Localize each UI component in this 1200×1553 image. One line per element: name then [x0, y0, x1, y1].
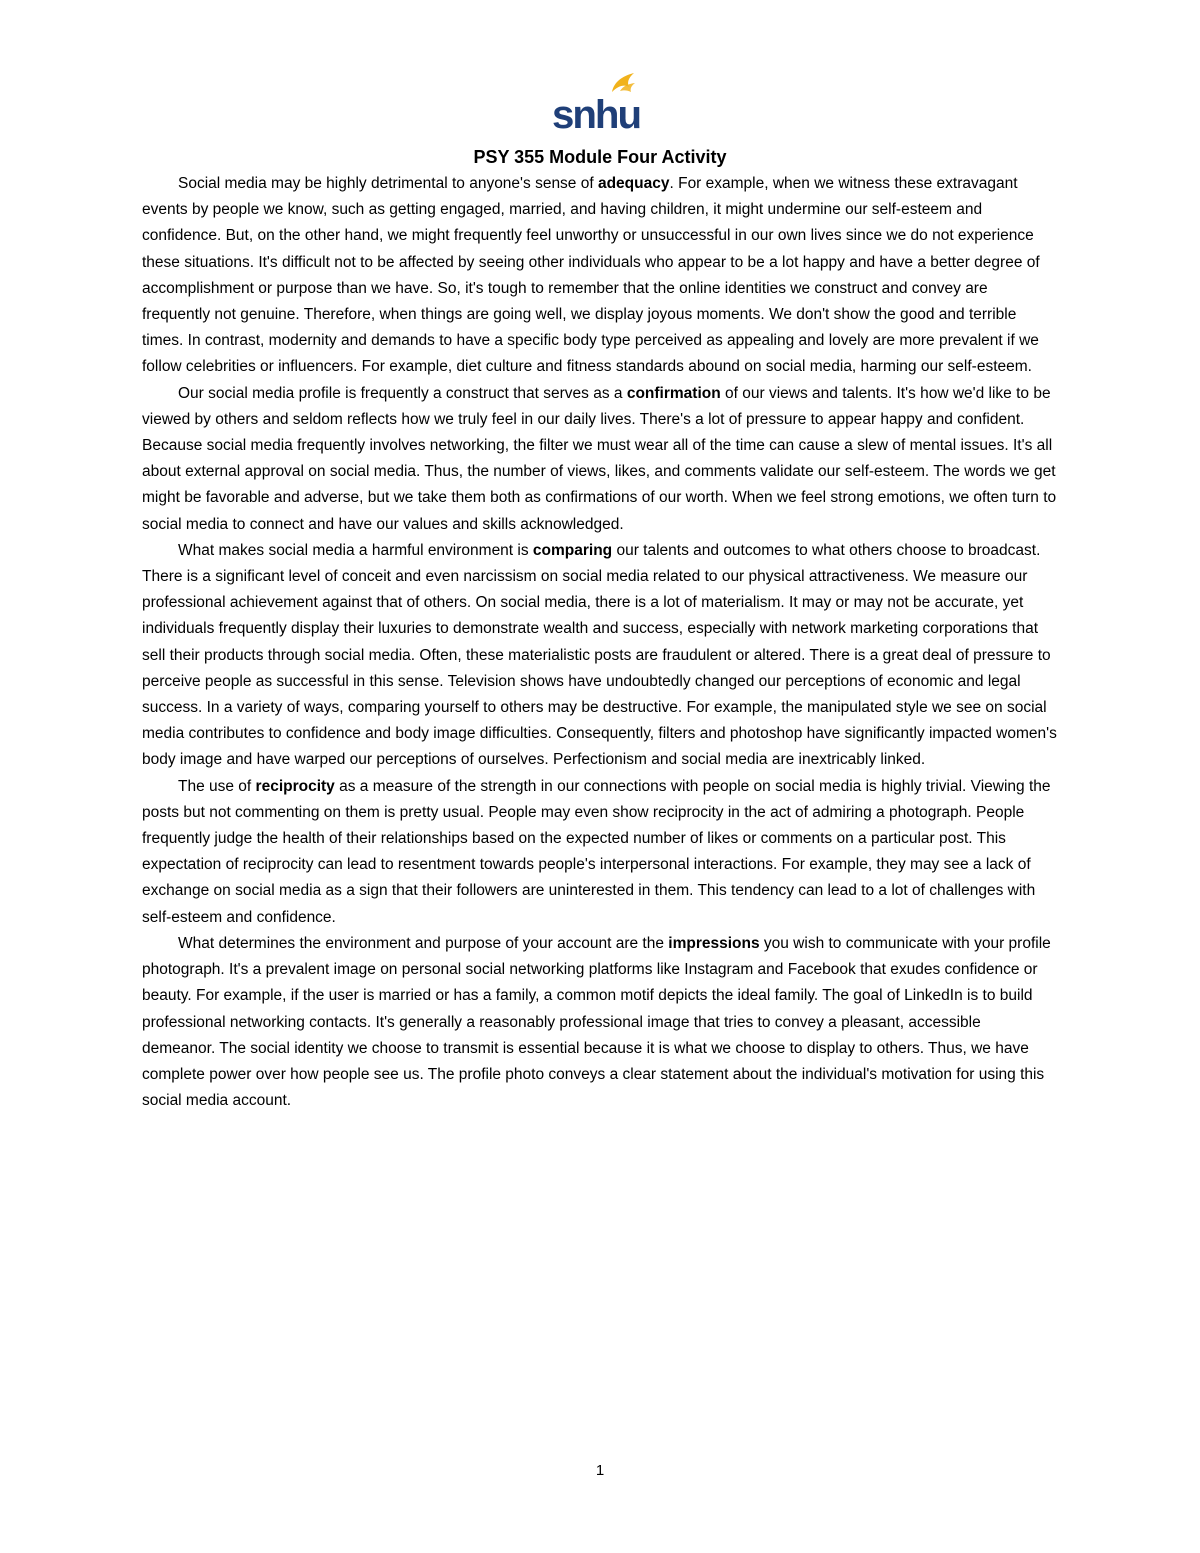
emphasis-confirmation: confirmation [626, 384, 721, 402]
paragraph-4: The use of reciprocity as a measure of the strength in our connections with people on social media is highly trivial. Viewing the posts but not commenting on them is pretty usual. People may even show reciprocity in the act of admiring a photograph. People frequently judge the health of their relationships based on the expected number of likes or comments on a particular post. This expectation of reciprocity can lead to resentment towards people's interpersonal interactions. For example, they may see a lack of exchange on social media as a sign that their followers are uninterested in them. This tendency can lead to a lot of challenges with self-esteem and confidence. [142, 777, 1051, 926]
emphasis-comparing: comparing [532, 541, 613, 559]
paragraph-3: What makes social media a harmful environment is comparing our talents and outcomes to what others choose to broadcast. There is a significant level of conceit and even narcissism on social media related to our physical attractiveness. We measure our professional achievement against that of others. On social media, there is a lot of materialism. It may or may not be accurate, yet individuals frequently display their luxuries to demonstrate wealth and success, especially with network marketing corporations that sell their products through social media. Often, these materialistic posts are fraudulent or altered. There is a great deal of pressure to perceive people as successful in this sense. Television shows have undoubtedly changed our perceptions of economic and legal success. In a variety of ways, comparing yourself to others may be destructive. For example, the manipulated style we see on social media contributes to confidence and body image difficulties. Consequently, filters and photoshop have significantly impacted women's body image and have warped our perceptions of ourselves. Perfectionism and social media are inextricably linked. [142, 541, 1057, 769]
logo-wordmark: snhu [552, 93, 640, 136]
paragraph-5: What determines the environment and purpose of your account are the impressions you wish to communicate with your profile photograph. It's a prevalent image on personal social networking platforms like Instagram and Facebook that exudes confidence or beauty. For example, if the user is married or has a family, a common motif depicts the ideal family. The goal of LinkedIn is to build professional networking contacts. It's generally a reasonably professional image that tries to convey a pleasant, accessible demeanor. The social identity we choose to transmit is essential because it is what we choose to display to others. Thus, we have complete power over how people see us. The profile photo conveys a clear statement about the individual's motivation for using this social media account. [142, 934, 1051, 1110]
snhu-logo [550, 70, 646, 136]
snhu-logo-graphic [550, 70, 646, 136]
emphasis-adequacy: adequacy [597, 175, 670, 192]
emphasis-reciprocity: reciprocity [255, 777, 335, 795]
emphasis-impressions: impressions [668, 934, 760, 952]
paragraph-1: Social media may be highly detrimental to anyone's sense of adequacy. For example, when we witness these extravagant events by people we know, such as getting engaged, married, and having children, it might undermine our self-esteem and confidence. But, on the other hand, we might frequently feel unworthy or unsuccessful in our own lives since we do not experience these situations. It's difficult not to be affected by seeing other individuals who appear to be a lot happy and have a better degree of accomplishment or purpose than we have. So, it's tough to remember that the online identities we construct and convey are frequently not genuine. Therefore, when things are going well, we display joyous moments. We don't show the good and terrible times. In contrast, modernity and demands to have a specific body type perceived as appealing and lovely are more prevalent if we follow celebrities or influencers. For example, diet culture and fitness standards abound on social media, harming our self-esteem. [142, 175, 1040, 376]
document-body [142, 171, 1058, 1114]
page-number: 1 [595, 1462, 605, 1479]
document-title: PSY 355 Module Four Activity [473, 147, 727, 167]
paragraph-2: Our social media profile is frequently a construct that serves as a confirmation of our views and talents. It's how we'd like to be viewed by others and seldom reflects how we truly feel in our daily lives. There's a lot of pressure to appear happy and confident. Because social media frequently involves networking, the filter we must wear all of the time can cause a slew of mental issues. It's all about external approval on social media. Thus, the number of views, likes, and comments validate our self-esteem. The words we get might be favorable and adverse, but we take them both as confirmations of our worth. When we feel strong emotions, we often turn to social media to connect and have our values and skills acknowledged. [142, 384, 1057, 533]
